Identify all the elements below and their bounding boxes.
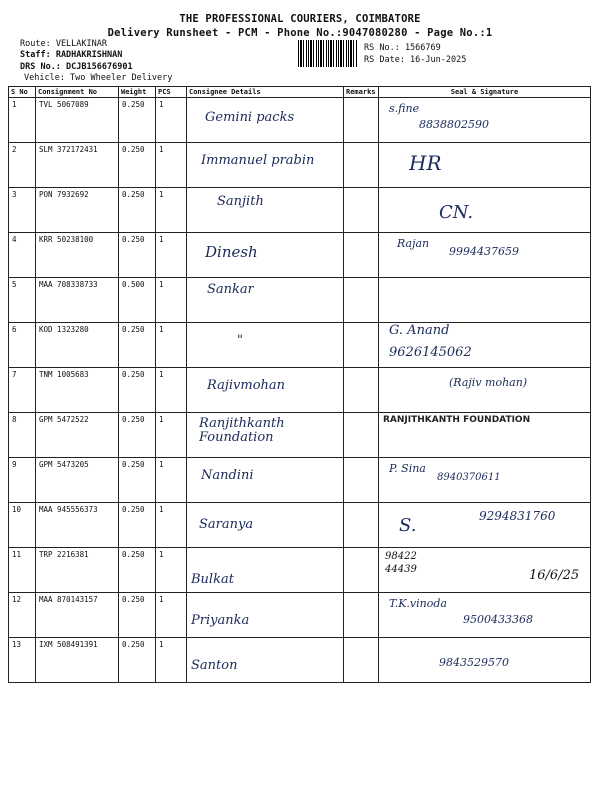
weight: 0.250	[119, 503, 156, 548]
consignee-handwriting: "	[237, 333, 243, 348]
phone-number: 9843529570	[439, 656, 509, 669]
signature-cell	[379, 143, 591, 188]
sno: 9	[9, 458, 36, 503]
vehicle-label: Vehicle: Two Wheeler Delivery	[24, 73, 173, 83]
consignment-no: MAA 870143157	[36, 593, 119, 638]
date-handwriting: 16/6/25	[529, 568, 580, 583]
rs-date: RS Date: 16-Jun-2025	[364, 55, 467, 65]
consignee-cell	[187, 143, 344, 188]
sno: 10	[9, 503, 36, 548]
table-row	[9, 98, 591, 143]
table-row	[9, 413, 591, 458]
remarks-cell	[344, 638, 379, 683]
pcs: 1	[156, 368, 187, 413]
signature-cell	[379, 458, 591, 503]
phone-number: 8838802590	[419, 118, 489, 131]
consignee-cell	[187, 278, 344, 323]
col-consignee: Consignee Details	[187, 87, 344, 98]
weight: 0.500	[119, 278, 156, 323]
remarks-cell	[344, 278, 379, 323]
sno: 5	[9, 278, 36, 323]
consignee-handwriting: Sankar	[207, 282, 254, 297]
col-remarks: Remarks	[344, 87, 379, 98]
consignee-handwriting: Priyanka	[191, 613, 250, 628]
pcs: 1	[156, 233, 187, 278]
remarks-cell	[344, 368, 379, 413]
remarks-cell	[344, 323, 379, 368]
consignee-handwriting: Ranjithkanth Foundation	[199, 417, 285, 445]
table-row	[9, 278, 591, 323]
pcs: 1	[156, 413, 187, 458]
sno: 6	[9, 323, 36, 368]
weight: 0.250	[119, 638, 156, 683]
weight: 0.250	[119, 143, 156, 188]
pcs: 1	[156, 278, 187, 323]
consignment-no: TNM 1005683	[36, 368, 119, 413]
weight: 0.250	[119, 98, 156, 143]
weight: 0.250	[119, 323, 156, 368]
runsheet-table	[8, 86, 591, 683]
remarks-cell	[344, 233, 379, 278]
consignment-no: MAA 708338733	[36, 278, 119, 323]
consignee-handwriting: Dinesh	[205, 243, 258, 261]
signature: S.	[399, 515, 417, 536]
consignee-cell	[187, 188, 344, 233]
table-row	[9, 323, 591, 368]
consignment-no: PON 7932692	[36, 188, 119, 233]
pcs: 1	[156, 548, 187, 593]
table-row	[9, 638, 591, 683]
consignee-cell	[187, 98, 344, 143]
signature-cell	[379, 368, 591, 413]
signature: 98422 44439	[385, 551, 417, 575]
phone-number: 8940370611	[437, 472, 501, 483]
signature: HR	[409, 151, 442, 175]
consignment-no: TRP 2216381	[36, 548, 119, 593]
phone-number: 9994437659	[449, 245, 519, 258]
signature: Rajan	[397, 237, 430, 250]
col-consignment: Consignment No	[36, 87, 119, 98]
consignment-no: SLM 372172431	[36, 143, 119, 188]
table-row	[9, 143, 591, 188]
pcs: 1	[156, 593, 187, 638]
weight: 0.250	[119, 548, 156, 593]
pcs: 1	[156, 98, 187, 143]
consignee-handwriting: Immanuel prabin	[201, 153, 315, 168]
pcs: 1	[156, 323, 187, 368]
sno: 12	[9, 593, 36, 638]
pcs: 1	[156, 188, 187, 233]
route-label: Route: VELLAKINAR	[20, 39, 107, 49]
sno: 13	[9, 638, 36, 683]
consignment-no: GPM 5473205	[36, 458, 119, 503]
signature: s.fine	[389, 102, 420, 115]
consignee-cell	[187, 458, 344, 503]
signature-cell	[379, 188, 591, 233]
pcs: 1	[156, 458, 187, 503]
table-row	[9, 458, 591, 503]
consignment-no: KRR 50238100	[36, 233, 119, 278]
consignee-cell	[187, 503, 344, 548]
weight: 0.250	[119, 458, 156, 503]
phone-number: 9294831760	[479, 509, 556, 523]
sno: 2	[9, 143, 36, 188]
remarks-cell	[344, 98, 379, 143]
consignee-cell	[187, 548, 344, 593]
signature: T.K.vinoda	[389, 597, 447, 610]
consignment-no: MAA 945556373	[36, 503, 119, 548]
consignee-handwriting: Bulkat	[191, 572, 234, 587]
weight: 0.250	[119, 233, 156, 278]
consignment-no: KOD 1323280	[36, 323, 119, 368]
staff-label: Staff: RADHAKRISHNAN	[20, 50, 123, 60]
col-sno: S No	[9, 87, 36, 98]
weight: 0.250	[119, 413, 156, 458]
signature-cell	[379, 233, 591, 278]
sno: 1	[9, 98, 36, 143]
signature: (Rajiv mohan)	[449, 376, 528, 389]
signature-cell	[379, 98, 591, 143]
consignee-handwriting: Gemini packs	[205, 110, 295, 125]
pcs: 1	[156, 638, 187, 683]
consignee-cell	[187, 593, 344, 638]
signature-cell	[379, 638, 591, 683]
company-title: THE PROFESSIONAL COURIERS, COIMBATORE	[179, 13, 421, 25]
signature-cell	[379, 323, 591, 368]
remarks-cell	[344, 548, 379, 593]
consignee-cell	[187, 368, 344, 413]
consignee-cell	[187, 323, 344, 368]
col-pcs: PCS	[156, 87, 187, 98]
signature-cell	[379, 593, 591, 638]
col-signature: Seal & Signature	[379, 87, 591, 98]
weight: 0.250	[119, 368, 156, 413]
consignee-handwriting: Nandini	[201, 468, 254, 483]
weight: 0.250	[119, 188, 156, 233]
sno: 8	[9, 413, 36, 458]
signature: CN.	[439, 202, 474, 223]
table-row	[9, 593, 591, 638]
signature: P. Sina	[389, 462, 426, 475]
table-row	[9, 368, 591, 413]
phone-number: 9626145062	[389, 345, 472, 360]
weight: 0.250	[119, 593, 156, 638]
table-row	[9, 233, 591, 278]
phone-number: 9500433368	[463, 613, 533, 626]
consignee-handwriting: Saranya	[199, 517, 254, 532]
remarks-cell	[344, 188, 379, 233]
table-header-row	[9, 87, 591, 98]
sno: 3	[9, 188, 36, 233]
signature-cell	[379, 278, 591, 323]
table-row	[9, 188, 591, 233]
consignee-cell	[187, 233, 344, 278]
signature-cell	[379, 503, 591, 548]
remarks-cell	[344, 458, 379, 503]
sno: 7	[9, 368, 36, 413]
signature-cell	[379, 548, 591, 593]
consignment-no: GPM 5472522	[36, 413, 119, 458]
remarks-cell	[344, 503, 379, 548]
signature: G. Anand	[389, 323, 450, 338]
consignment-no: IXM 508491391	[36, 638, 119, 683]
consignee-handwriting: Rajivmohan	[207, 378, 286, 393]
remarks-cell	[344, 413, 379, 458]
runsheet-subtitle: Delivery Runsheet - PCM - Phone No.:9047080280 - Page No.:1	[107, 27, 493, 39]
sno: 11	[9, 548, 36, 593]
remarks-cell	[344, 593, 379, 638]
seal-stamp: RANJITHKANTH FOUNDATION	[383, 415, 531, 425]
consignee-cell	[187, 413, 344, 458]
consignee-handwriting: Sanjith	[217, 194, 264, 209]
signature-cell	[379, 413, 591, 458]
col-weight: Weight	[119, 87, 156, 98]
barcode	[298, 40, 358, 67]
consignment-no: TVL 5067089	[36, 98, 119, 143]
table-row	[9, 548, 591, 593]
remarks-cell	[344, 143, 379, 188]
consignee-handwriting: Santon	[191, 658, 238, 673]
rs-number: RS No.: 1566769	[364, 43, 441, 53]
table-row	[9, 503, 591, 548]
drs-label: DRS No.: DCJB156676901	[20, 62, 133, 72]
consignee-cell	[187, 638, 344, 683]
pcs: 1	[156, 143, 187, 188]
sno: 4	[9, 233, 36, 278]
pcs: 1	[156, 503, 187, 548]
